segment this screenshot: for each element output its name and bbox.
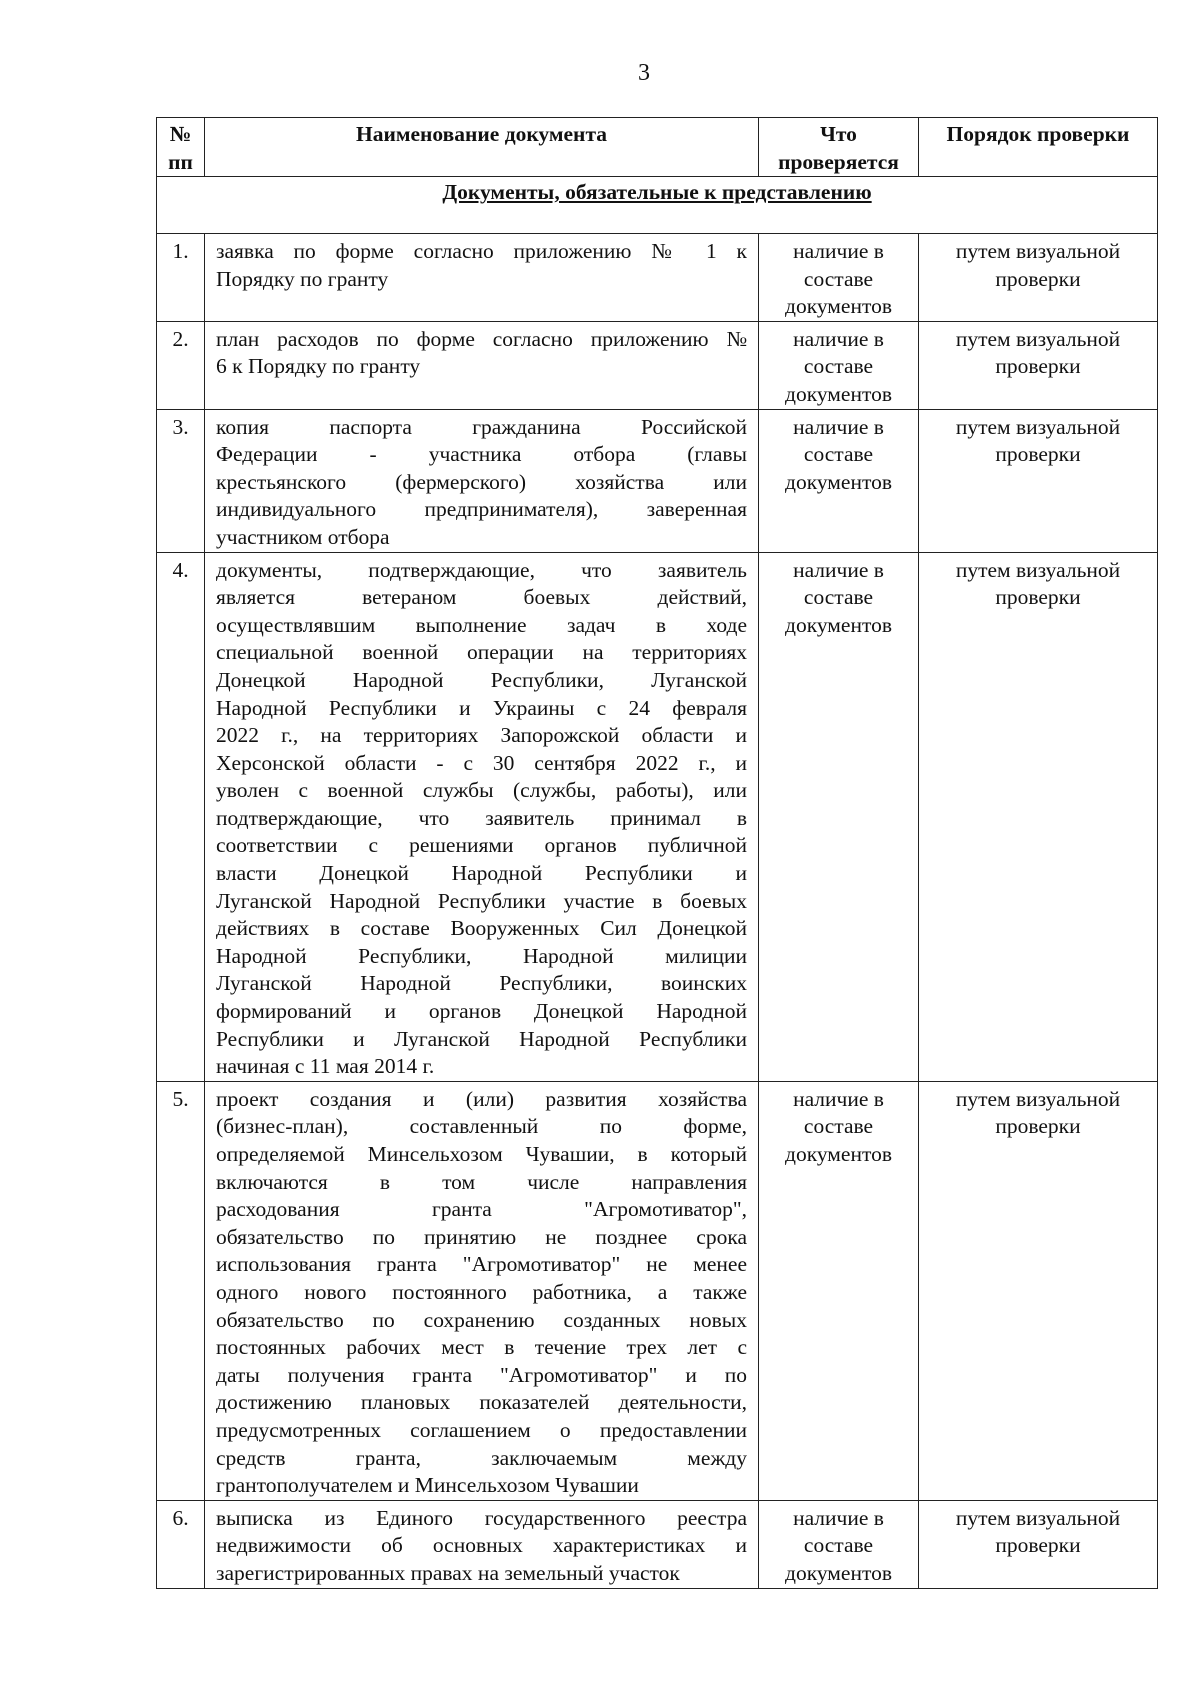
what-checked <box>759 234 919 322</box>
what-checked-line: составе <box>803 354 874 379</box>
row-number: 5. <box>157 1081 205 1500</box>
header-check-procedure: Порядок проверки <box>919 118 1158 177</box>
document-name-line: недвижимости об основных характеристиках и <box>216 1533 747 1558</box>
what-checked <box>759 321 919 409</box>
document-name-line: достижению плановых показателей деятельности, <box>216 1390 747 1415</box>
document-name-line: выписка из Единого государственного реестра <box>216 1505 747 1530</box>
check-procedure-line: проверки <box>995 266 1081 291</box>
section-title: Документы, обязательные к представлению <box>157 177 1158 234</box>
document-name <box>205 1081 759 1500</box>
document-name-line: (бизнес-план), составленный по форме, <box>216 1114 747 1139</box>
what-checked-line: составе <box>803 442 874 467</box>
check-procedure-line: путем визуальной <box>955 1086 1121 1111</box>
what-checked-line: документов <box>785 294 892 319</box>
document-name-line: грантополучателем и Минсельхозом Чувашии <box>216 1473 639 1498</box>
document-name-line: Донецкой Народной Республики, Луганской <box>216 667 747 692</box>
what-checked <box>759 409 919 552</box>
what-checked-line: наличие в <box>793 414 884 439</box>
what-checked-line: документов <box>785 381 892 406</box>
table-row <box>157 409 1158 552</box>
check-procedure <box>919 1081 1158 1500</box>
document-name <box>205 552 759 1081</box>
document-name-line: Федерации - участника отбора (главы <box>216 442 747 467</box>
document-name-line: осуществлявшим выполнение задач в ходе <box>216 612 747 637</box>
document-name-line: соответствии с решениями органов публичной <box>216 833 747 858</box>
document-name-line: определяемой Минсельхозом Чувашии, в который <box>216 1142 747 1166</box>
what-checked-line: составе <box>803 266 874 291</box>
check-procedure-line: путем визуальной <box>955 557 1121 582</box>
document-name-line: Республики и Луганской Народной Республики <box>216 1026 747 1051</box>
what-checked-line: документов <box>785 1560 892 1585</box>
document-name-line: уволен с военной службы (службы, работы), или <box>216 778 747 803</box>
check-procedure-line: проверки <box>995 585 1081 610</box>
what-checked-line: наличие в <box>793 1505 884 1530</box>
row-number: 2. <box>157 321 205 409</box>
document-name-line: копия паспорта гражданина Российской <box>216 414 747 439</box>
document-name-line: Порядку по гранту <box>216 266 389 291</box>
check-procedure-line: путем визуальной <box>955 326 1121 351</box>
documents-table <box>156 117 1158 1589</box>
check-procedure <box>919 552 1158 1081</box>
document-name-line: формирований и органов Донецкой Народной <box>216 999 747 1024</box>
table-row <box>157 1081 1158 1500</box>
document-name-line: обязательство по сохранению созданных новых <box>216 1307 747 1332</box>
document-name-line: одного нового постоянного работника, а также <box>216 1279 747 1304</box>
document-name-line: зарегистрированных правах на земельный участок <box>216 1560 680 1585</box>
document-name-line: крестьянского (фермерского) хозяйства или <box>216 469 747 494</box>
what-checked <box>759 1081 919 1500</box>
document-name-line: подтверждающие, что заявитель принимал в <box>216 805 747 830</box>
what-checked <box>759 552 919 1081</box>
document-name-line: проект создания и (или) развития хозяйства <box>216 1086 747 1111</box>
what-checked-line: наличие в <box>793 326 884 351</box>
check-procedure-line: путем визуальной <box>955 239 1121 263</box>
document-name <box>205 321 759 409</box>
section-row <box>157 177 1158 234</box>
document-name-line: обязательство по принятию не позднее срока <box>216 1224 747 1249</box>
check-procedure <box>919 409 1158 552</box>
document-name-line: предусмотренных соглашением о предоставлении <box>216 1417 747 1442</box>
document-name-line: даты получения гранта "Агромотиватор" и по <box>216 1362 747 1387</box>
document-name-line: действиях в составе Вооруженных Сил Донецкой <box>216 916 747 941</box>
check-procedure-line: проверки <box>995 442 1081 467</box>
document-name-line: заявка по форме согласно приложению № 1 к <box>216 239 747 263</box>
header-document-name: Наименование документа <box>205 118 759 177</box>
document-name-line: расходования гранта "Агромотиватор", <box>216 1197 747 1222</box>
document-name-line: 6 к Порядку по гранту <box>216 354 421 379</box>
table-row <box>157 552 1158 1081</box>
what-checked-line: составе <box>803 1533 874 1558</box>
what-checked-line: составе <box>803 585 874 610</box>
table-row <box>157 1500 1158 1588</box>
row-number: 4. <box>157 552 205 1081</box>
check-procedure <box>919 234 1158 322</box>
check-procedure <box>919 1500 1158 1588</box>
document-name-line: средств гранта, заключаемым между <box>216 1445 747 1470</box>
what-checked-line: документов <box>785 469 892 494</box>
page-number: 3 <box>638 60 650 86</box>
document-name-line: включаются в том числе направления <box>216 1169 747 1194</box>
document-name-line: специальной военной операции на территориях <box>216 640 747 665</box>
what-checked <box>759 1500 919 1588</box>
check-procedure-line: путем визуальной <box>955 414 1121 439</box>
document-name-line: начиная с 11 мая 2014 г. <box>216 1054 435 1079</box>
what-checked-line: наличие в <box>793 239 884 263</box>
document-name-line: Луганской Народной Республики участие в боевых <box>216 888 747 913</box>
row-number: 1. <box>157 234 205 322</box>
document-name-line: участником отбора <box>216 524 390 549</box>
document-name <box>205 1500 759 1588</box>
row-number: 3. <box>157 409 205 552</box>
table-header-row <box>157 118 1158 177</box>
what-checked-line: наличие в <box>793 557 884 582</box>
document-name-line: индивидуального предпринимателя), заверенная <box>216 497 747 522</box>
what-checked-line: составе <box>803 1114 874 1139</box>
check-procedure-line: проверки <box>995 1114 1081 1139</box>
document-name-line: 2022 г., на территориях Запорожской области и <box>216 723 747 748</box>
document-name-line: использования гранта "Агромотиватор" не менее <box>216 1252 747 1277</box>
document-name-line: является ветераном боевых действий, <box>216 585 747 610</box>
document-name-line: план расходов по форме согласно приложению № <box>216 326 747 351</box>
check-procedure-line: проверки <box>995 1533 1081 1558</box>
what-checked-line: документов <box>785 612 892 637</box>
check-procedure <box>919 321 1158 409</box>
document-name-line: Луганской Народной Республики, воинских <box>216 971 747 996</box>
row-number: 6. <box>157 1500 205 1588</box>
table-row <box>157 321 1158 409</box>
table-row <box>157 234 1158 322</box>
document-name-line: Народной Республики и Украины с 24 февраля <box>216 695 747 720</box>
what-checked-line: документов <box>785 1142 892 1166</box>
header-what-checked: Что проверяется <box>759 118 919 177</box>
document-name-line: документы, подтверждающие, что заявитель <box>216 557 747 582</box>
document-name-line: постоянных рабочих мест в течение трех лет с <box>216 1335 747 1360</box>
document-name <box>205 409 759 552</box>
document-name-line: Херсонской области - с 30 сентября 2022 г., и <box>216 750 747 775</box>
header-num: № пп <box>157 118 205 177</box>
what-checked-line: наличие в <box>793 1086 884 1111</box>
document-name-line: власти Донецкой Народной Республики и <box>216 861 747 886</box>
check-procedure-line: путем визуальной <box>955 1505 1121 1530</box>
check-procedure-line: проверки <box>995 354 1081 379</box>
document-name <box>205 234 759 322</box>
document-name-line: Народной Республики, Народной милиции <box>216 943 747 968</box>
